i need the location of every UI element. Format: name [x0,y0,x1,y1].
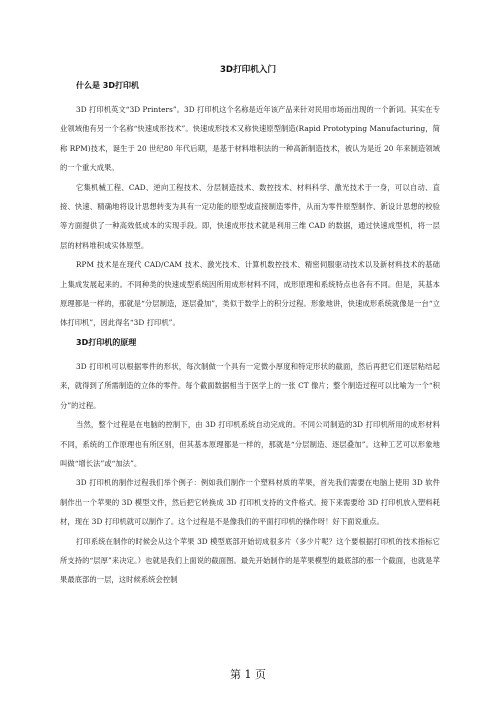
paragraph: 它集机械工程、CAD、逆向工程技术、分层制造技术、数控技术、材料科学、激光技术于一身，可以自动、直接、快速、精确地将设计思想转变为具有一定功能的原型或直接制造零件，从而为零件原型制作、新设计思想的校验等方面提供了一种高效低成本的实现手段。即，快速成形技术就是利用三维 CAD 的数据，通过快速成型机，将一层层的材料堆积成实体原型。 [60,182,440,250]
document-body [60,80,440,590]
page-number: 第 1 页 [230,668,266,681]
paragraph: 打印系统在制作的时候会从这个苹果 3D 模型底部开始切成很多片（多少片呢？这个要根据打印机的技术指标它所支持的“层厚”来决定。）也就是我们上面说的截面图。最先开始制作的是苹果模型的最底部的那一个截面，也就是苹果最底部的一层，这时候系统会控制 [60,536,440,585]
paragraph: 3D 打印机的制作过程我们举个例子：例如我们制作一个塑料材质的苹果，首先我们需要在电脑上使用 3D 软件制作出一个苹果的 3D 模型文件，然后把它转换成 3D 打印机支持的文件格式。接下来需要给 3D 打印机放入塑料耗材，现在 3D 打印机就可以制作了。这个过程是不是像我们的平面打印机的操作呀！好下面说重点。 [60,478,440,527]
section-heading-principle: 3D打印机的原理 [76,337,137,347]
document-title: 3D打印机入门 [219,65,277,75]
paragraph: RPM 技术是在现代 CAD/CAM 技术、激光技术、计算机数控技术、精密伺服驱动技术以及新材料技术的基础上集成发展起来的。不同种类的快速成型系统因所用成形材料不同，成形原理和系统特点也各有不同。但是，其基本原理都是一样的，那就是“分层制造，逐层叠加”，类似于数学上的积分过程。形象地讲，快速成形系统就像是一台“立体打印机”，因此得名“3D 打印机”。 [60,260,440,328]
section-heading-what-is: 什么是 3D打印机 [76,81,139,90]
paragraph: 3D 打印机英文“3D Printers”。3D 打印机这个名称是近年该产品来针对民用市场而出现的一个新词。其实在专业领域他有另一个名称“快速成形技术”。快速成形技术又称快速原型制造(Rapid Prototyping Manufacturing，简称 RPM)技术，诞生于 20 世纪80 年代后期，是基于材料堆积法的一种高新制造技术，被认为是近 20 年来制造领域的一个重大成果。 [60,105,440,173]
paragraph: 当然，整个过程是在电脑的控制下，由 3D 打印机系统自动完成的。不同公司制造的3D 打印机所用的成形材料不同，系统的工作原理也有所区别，但其基本原理都是一样的，那就是“分层制造、逐层叠加”。这种工艺可以形象地叫做“增长法”或“加法”。 [60,420,440,468]
paragraph: 3D 打印机可以根据零件的形状，每次制做一个具有一定微小厚度和特定形状的截面，然后再把它们逐层粘结起来，就得到了所需制造的立体的零件。每个截面数据相当于医学上的一张 CT 像片；整个制造过程可以比喻为一个“积分”的过程。 [60,361,440,410]
